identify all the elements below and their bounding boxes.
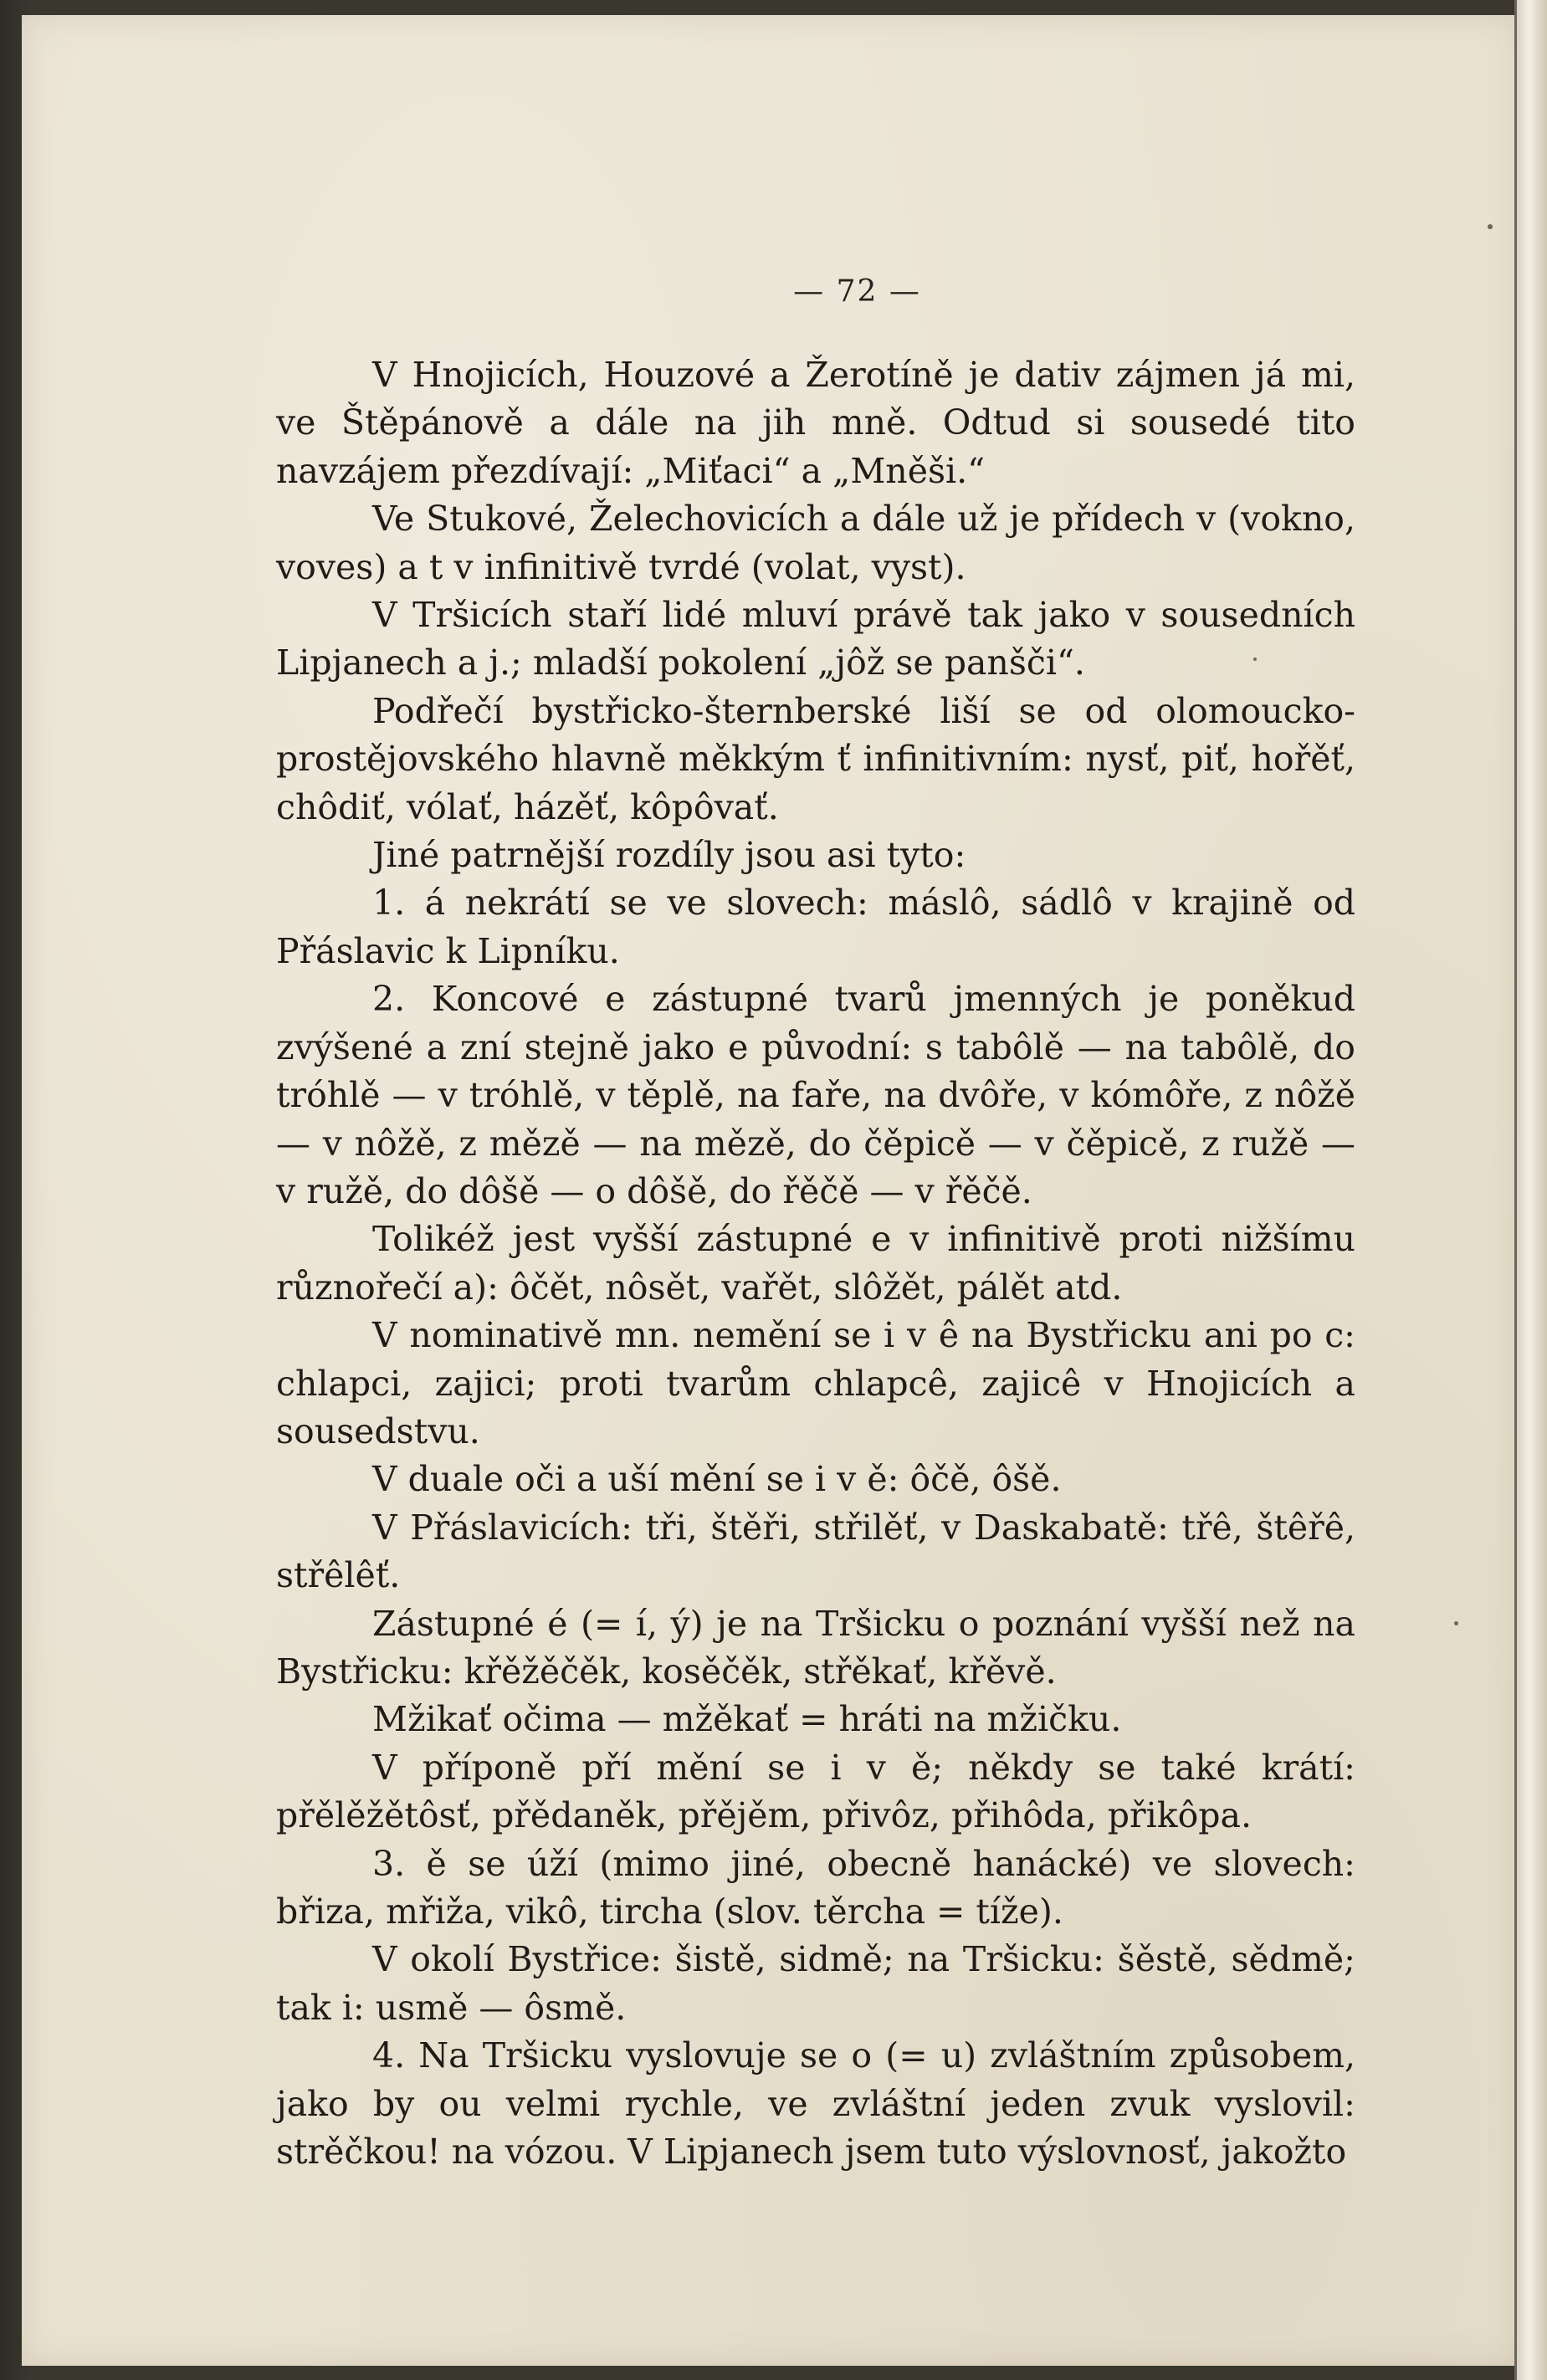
body-text — [276, 351, 1355, 2176]
paragraph: Jiné patrnější rozdíly jsou asi tyto: — [372, 835, 966, 876]
paragraph: Zástupné é (= í, ý) je na Tršicku o poznání vyšší než na Bystřicku: křěžěčěk, kosěčěk, střěkať, křěvě. — [276, 1603, 1355, 1692]
paragraph: Tolikéž jest vyšší zástupné e v infinitivě proti nižšímu různořečí a): ôčět, nôsět, vařět, slôžět, pálět atd. — [276, 1219, 1355, 1308]
paragraph: 1. á nekrátí se ve slovech: máslô, sádlô v krajině od Přáslavic k Lipníku. — [276, 883, 1355, 971]
paragraph: 2. Koncové e zástupné tvarů jmenných je poněkud zvýšené a zní stejně jako e původní: s tabôlě — na tabôlě, do tróhlě — v tróhlě, v těplě, na faře, na dvôře, v kómôře, z nôžě — v nôžě, z mězě — na mězě, do čěpicě — v čěpicě, z ružě — v ružě, do dôšě — o dôšě, do řěčě — v řěčě. — [276, 979, 1355, 1211]
speck — [1454, 1621, 1458, 1625]
speck — [1488, 224, 1493, 229]
paragraph: V příponě pří mění se i v ě; někdy se také krátí: přělěžětôsť, přědaněk, přějěm, přivôz, přihôda, přikôpa. — [276, 1747, 1355, 1836]
paragraph: V Hnojicích, Houzové a Žerotíně je dativ zájmen já mi, ve Štěpánově a dále na jih mně. Odtud si sousedé tito navzájem přezdívají: „Miťaci“ a „Mněši.“ — [276, 355, 1355, 491]
page-number: — 72 — — [793, 274, 921, 309]
paragraph: V Přáslavicích: tři, štěři, střilěť, v Daskabatě: třê, štêřê, střêlêť. — [276, 1507, 1355, 1596]
paragraph: V duale oči a uší mění se i v ě: ôčě, ôšě. — [372, 1459, 1062, 1500]
paragraph: Ve Stukové, Želechovicích a dále už je přídech v (vokno, voves) a t v infinitivě tvrdé (volat, vyst). — [276, 499, 1355, 587]
paragraph: 4. Na Tršicku vyslovuje se o (= u) zvláštním způsobem, jako by ou velmi rychle, ve zvláštní jeden zvuk vyslovil: strěčkou! na vózou. V Lipjanech jsem tuto výslovnosť, jakožto — [276, 2035, 1355, 2173]
paragraph: V nominativě mn. nemění se i v ê na Bystřicku ani po c: chlapci, zajici; proti tvarům chlapcê, zajicê v Hnojicích a sousedstvu. — [276, 1315, 1355, 1451]
paragraph: Podřečí bystřicko-šternberské liší se od olomoucko-prostějovského hlavně měkkým ť infinitivním: nysť, piť, hořěť, chôdiť, vólať, házěť, kôpôvať. — [276, 690, 1355, 827]
paragraph: Mžikať očima — mžěkať = hráti na mžičku. — [372, 1699, 1122, 1740]
paragraph: V Tršicích staří lidé mluví právě tak jako v sousedních Lipjanech a j.; mladší pokolení „jôž se panšči“. — [276, 595, 1355, 683]
paragraph: 3. ě se úží (mimo jiné, obecně hanácké) ve slovech: břiza, mřiža, vikô, tircha (slov. těrcha = tíže). — [276, 1843, 1355, 1932]
paragraph: V okolí Bystřice: šistě, sidmě; na Tršicku: šěstě, sědmě; tak i: usmě — ôsmě. — [276, 1939, 1355, 2028]
adjacent-page-edge — [1514, 0, 1547, 2380]
